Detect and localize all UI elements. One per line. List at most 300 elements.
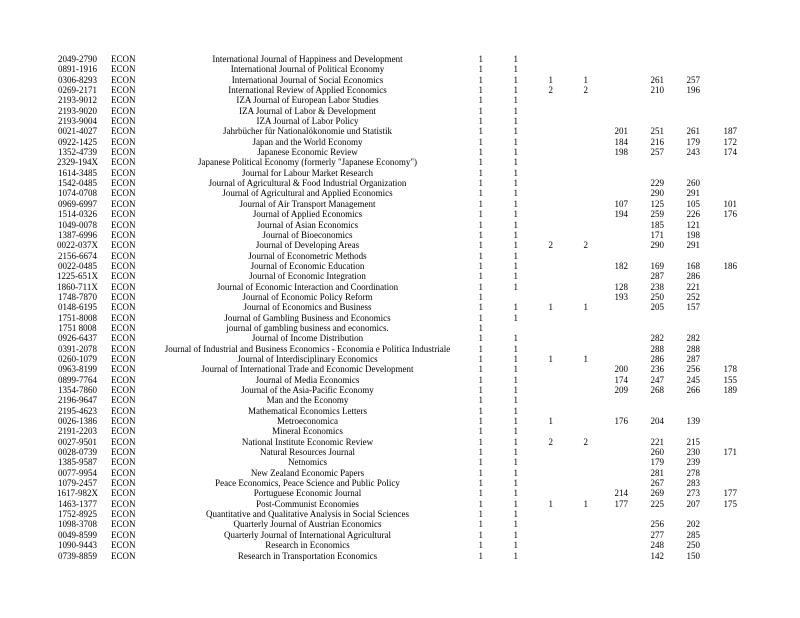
table-row (50, 416, 737, 426)
num-cell-5 (588, 406, 628, 416)
num-cell-8 (700, 509, 737, 519)
table-row (50, 323, 737, 333)
journal-name-cell: International Journal of Social Economics (231, 74, 384, 85)
num-cell-8 (700, 540, 737, 550)
num-cell-4 (553, 188, 588, 198)
num-cell-4 (553, 509, 588, 519)
num-cell-5: 184 (614, 136, 628, 147)
num-cell-6: 290 (650, 240, 664, 251)
issn-cell: 1752-8925 (58, 509, 97, 520)
num-cell-2: 1 (513, 529, 518, 540)
num-cell-2: 1 (513, 436, 518, 447)
num-cell-1: 1 (478, 447, 483, 458)
num-cell-7: 245 (686, 374, 700, 385)
num-cell-5 (588, 251, 628, 261)
num-cell-8: 171 (723, 447, 737, 458)
dept-cell: ECON (111, 198, 136, 209)
num-cell-1: 1 (478, 291, 483, 302)
num-cell-2: 1 (513, 488, 518, 499)
num-cell-1: 1 (478, 178, 483, 189)
num-cell-2: 1 (513, 85, 518, 96)
issn-cell: 0026-1386 (58, 416, 97, 427)
journal-name-cell: Natural Resources Journal (260, 447, 355, 458)
dept-cell: ECON (111, 550, 136, 561)
issn-cell: 0969-6997 (58, 198, 97, 209)
num-cell-7: 291 (686, 188, 700, 199)
dept-cell: ECON (111, 85, 136, 96)
num-cell-8 (700, 240, 737, 250)
num-cell-6: 261 (650, 74, 664, 85)
num-cell-8 (700, 271, 737, 281)
num-cell-2: 1 (513, 302, 518, 313)
num-cell-8 (700, 437, 737, 447)
num-cell-7 (664, 106, 700, 116)
num-cell-2: 1 (513, 198, 518, 209)
num-cell-7: 256 (686, 364, 700, 375)
num-cell-8: 177 (723, 488, 737, 499)
dept-cell: ECON (111, 240, 136, 251)
num-cell-2: 1 (513, 395, 518, 406)
num-cell-5 (588, 75, 628, 85)
num-cell-3 (518, 457, 553, 467)
dept-cell: ECON (111, 478, 136, 489)
table-row (50, 530, 737, 540)
num-cell-6 (628, 106, 664, 116)
num-cell-8 (700, 157, 737, 167)
dept-cell: ECON (111, 312, 136, 323)
dept-cell: ECON (111, 147, 136, 158)
num-cell-1: 1 (478, 374, 483, 385)
num-cell-8 (700, 426, 737, 436)
num-cell-8: 186 (723, 260, 737, 271)
num-cell-7: 150 (686, 550, 700, 561)
num-cell-4: 1 (583, 353, 588, 364)
dept-cell: ECON (111, 540, 136, 551)
dept-cell: ECON (111, 488, 136, 499)
num-cell-3 (518, 230, 553, 240)
num-cell-5 (588, 168, 628, 178)
num-cell-8 (700, 468, 737, 478)
num-cell-4 (553, 178, 588, 188)
num-cell-5 (588, 354, 628, 364)
num-cell-3: 1 (548, 498, 553, 509)
num-cell-5 (588, 106, 628, 116)
table-row (50, 75, 737, 85)
table-row (50, 292, 737, 302)
num-cell-2: 1 (513, 105, 518, 116)
num-cell-4 (553, 261, 588, 271)
journal-name-cell: Journal of Agricultural and Applied Economics (222, 188, 393, 199)
num-cell-5: 200 (614, 364, 628, 375)
num-cell-4 (553, 95, 588, 105)
table-row (50, 85, 737, 95)
num-cell-3 (518, 540, 553, 550)
num-cell-4 (553, 106, 588, 116)
num-cell-4 (553, 530, 588, 540)
num-cell-5 (588, 157, 628, 167)
journal-name-cell: Journal of Econometric Methods (248, 250, 367, 261)
num-cell-1: 1 (478, 436, 483, 447)
num-cell-6: 125 (650, 198, 664, 209)
num-cell-1: 1 (478, 188, 483, 199)
num-cell-2: 1 (513, 126, 518, 137)
table-row (50, 64, 737, 74)
num-cell-8 (700, 251, 737, 261)
num-cell-5: 107 (614, 198, 628, 209)
num-cell-6: 281 (650, 467, 664, 478)
num-cell-7: 105 (686, 198, 700, 209)
num-cell-3 (518, 478, 553, 488)
num-cell-8 (700, 64, 737, 74)
num-cell-3 (518, 54, 553, 64)
issn-cell: 1751-8008 (58, 312, 97, 323)
num-cell-3 (518, 147, 553, 157)
num-cell-5 (588, 540, 628, 550)
num-cell-6: 256 (650, 519, 664, 530)
num-cell-4 (553, 220, 588, 230)
num-cell-8 (700, 178, 737, 188)
journal-name-cell: IZA Journal of European Labor Studies (236, 95, 379, 106)
num-cell-6: 236 (650, 364, 664, 375)
issn-cell: 0926-6437 (58, 333, 97, 344)
issn-cell: 0891-1916 (58, 64, 97, 75)
num-cell-7: 139 (686, 416, 700, 427)
num-cell-4 (553, 426, 588, 436)
num-cell-8 (700, 333, 737, 343)
issn-cell: 1514-0326 (58, 209, 97, 220)
journal-name-cell: International Review of Applied Economics (228, 85, 387, 96)
issn-cell: 1387-6996 (58, 229, 97, 240)
table-row (50, 302, 737, 312)
num-cell-4 (553, 395, 588, 405)
num-cell-7 (664, 54, 700, 64)
dept-cell: ECON (111, 291, 136, 302)
num-cell-7: 273 (686, 488, 700, 499)
num-cell-2: 1 (513, 64, 518, 75)
num-cell-5: 209 (614, 385, 628, 395)
table-row (50, 209, 737, 219)
num-cell-4 (553, 385, 588, 395)
num-cell-1: 1 (478, 260, 483, 271)
dept-cell: ECON (111, 229, 136, 240)
num-cell-6: 216 (650, 136, 664, 147)
num-cell-8 (700, 95, 737, 105)
num-cell-3 (518, 282, 553, 292)
dept-cell: ECON (111, 447, 136, 458)
num-cell-7: 286 (686, 271, 700, 282)
num-cell-4: 2 (583, 85, 588, 96)
num-cell-2: 1 (513, 188, 518, 199)
num-cell-3 (518, 188, 553, 198)
table-row (50, 168, 737, 178)
num-cell-6: 179 (650, 457, 664, 468)
num-cell-4 (553, 64, 588, 74)
issn-cell: 0022-0485 (58, 260, 97, 271)
journal-name-cell: Journal of Bioeconomics (262, 229, 353, 240)
num-cell-3 (518, 426, 553, 436)
num-cell-1: 1 (478, 116, 483, 127)
dept-cell: ECON (111, 416, 136, 427)
num-cell-4 (553, 333, 588, 343)
num-cell-3 (518, 106, 553, 116)
num-cell-3: 1 (548, 302, 553, 313)
num-cell-7: 282 (686, 333, 700, 344)
table-row (50, 313, 737, 323)
num-cell-8 (700, 54, 737, 64)
num-cell-8 (700, 282, 737, 292)
dept-cell: ECON (111, 343, 136, 354)
num-cell-7: 278 (686, 467, 700, 478)
num-cell-8: 176 (723, 209, 737, 220)
num-cell-2: 1 (513, 550, 518, 561)
table-row (50, 488, 737, 498)
num-cell-6 (628, 406, 664, 416)
num-cell-6: 221 (650, 436, 664, 447)
num-cell-8 (700, 220, 737, 230)
num-cell-3 (518, 261, 553, 271)
num-cell-7: 288 (686, 343, 700, 354)
num-cell-3: 1 (548, 74, 553, 85)
num-cell-6: 257 (650, 147, 664, 158)
dept-cell: ECON (111, 136, 136, 147)
num-cell-7: 198 (686, 229, 700, 240)
num-cell-2: 1 (513, 364, 518, 375)
num-cell-4: 1 (583, 74, 588, 85)
num-cell-4 (553, 468, 588, 478)
num-cell-2: 1 (513, 333, 518, 344)
num-cell-3 (518, 64, 553, 74)
num-cell-8 (700, 344, 737, 354)
num-cell-6: 204 (650, 416, 664, 427)
num-cell-3 (518, 137, 553, 147)
dept-cell: ECON (111, 178, 136, 189)
num-cell-6: 185 (650, 219, 664, 230)
num-cell-7: 221 (686, 281, 700, 292)
table-row (50, 188, 737, 198)
table-row (50, 540, 737, 550)
num-cell-1: 1 (478, 498, 483, 509)
num-cell-6: 259 (650, 209, 664, 220)
num-cell-3: 2 (548, 240, 553, 251)
num-cell-3 (518, 220, 553, 230)
table-row (50, 199, 737, 209)
num-cell-1: 1 (478, 229, 483, 240)
issn-cell: 0049-8599 (58, 529, 97, 540)
num-cell-8 (700, 530, 737, 540)
num-cell-6: 229 (650, 178, 664, 189)
num-cell-6: 248 (650, 540, 664, 551)
num-cell-3 (518, 406, 553, 416)
num-cell-1: 1 (478, 550, 483, 561)
journal-name-cell: journal of gambling business and economics. (226, 322, 389, 333)
num-cell-6: 169 (650, 260, 664, 271)
table-row (50, 271, 737, 281)
num-cell-5 (588, 344, 628, 354)
dept-cell: ECON (111, 457, 136, 468)
num-cell-1: 1 (478, 250, 483, 261)
issn-cell: 2193-9020 (58, 105, 97, 116)
num-cell-8: 189 (723, 385, 737, 395)
num-cell-5 (588, 509, 628, 519)
dept-cell: ECON (111, 436, 136, 447)
dept-cell: ECON (111, 333, 136, 344)
num-cell-4: 1 (583, 498, 588, 509)
table-row (50, 220, 737, 230)
num-cell-6 (628, 323, 664, 333)
issn-cell: 1542-0485 (58, 178, 97, 189)
num-cell-3 (518, 375, 553, 385)
num-cell-5: 214 (614, 488, 628, 499)
issn-cell: 2329-194X (57, 157, 98, 168)
issn-cell: 1079-2457 (58, 478, 97, 489)
num-cell-8: 187 (723, 126, 737, 137)
num-cell-7: 257 (686, 74, 700, 85)
num-cell-1: 1 (478, 302, 483, 313)
num-cell-1: 1 (478, 509, 483, 520)
table-row (50, 364, 737, 374)
num-cell-1: 1 (478, 95, 483, 106)
dept-cell: ECON (111, 519, 136, 530)
num-cell-8 (700, 406, 737, 416)
num-cell-5: 201 (614, 126, 628, 137)
issn-cell: 2196-9647 (58, 395, 97, 406)
num-cell-4 (553, 292, 588, 302)
journal-name-cell: Journal of Economic Policy Reform (242, 291, 373, 302)
num-cell-8 (700, 323, 737, 333)
journal-name-cell: Journal for Labour Market Research (242, 167, 373, 178)
num-cell-1: 1 (478, 85, 483, 96)
issn-cell: 1751 8008 (58, 322, 97, 333)
journal-name-cell: Journal of Economics and Business (243, 302, 372, 313)
num-cell-6 (628, 395, 664, 405)
table-row (50, 54, 737, 64)
journal-name-cell: Metroeconomica (277, 416, 338, 427)
issn-cell: 2193-9004 (58, 116, 97, 127)
num-cell-2: 1 (513, 178, 518, 189)
num-cell-6 (628, 157, 664, 167)
num-cell-5 (588, 333, 628, 343)
num-cell-1: 1 (478, 312, 483, 323)
num-cell-4 (553, 488, 588, 498)
num-cell-1: 1 (478, 105, 483, 116)
table-row (50, 230, 737, 240)
num-cell-8: 178 (723, 364, 737, 375)
journal-name-cell: Journal of Developing Areas (255, 240, 360, 251)
num-cell-7: 168 (686, 260, 700, 271)
num-cell-1: 1 (478, 136, 483, 147)
issn-cell: 0306-8293 (58, 74, 97, 85)
num-cell-1: 1 (478, 343, 483, 354)
num-cell-4: 2 (583, 436, 588, 447)
num-cell-7 (664, 251, 700, 261)
journal-name-cell: Post-Communist Economies (256, 498, 359, 509)
num-cell-5 (588, 54, 628, 64)
num-cell-1: 1 (478, 395, 483, 406)
dept-cell: ECON (111, 426, 136, 437)
num-cell-6 (628, 95, 664, 105)
num-cell-7: 202 (686, 519, 700, 530)
issn-cell: 0022-037X (57, 240, 98, 251)
journal-name-cell: Journal of the Asia-Pacific Economy (241, 385, 374, 395)
issn-cell: 2049-2790 (58, 54, 97, 64)
num-cell-6: 267 (650, 478, 664, 489)
num-cell-3 (518, 116, 553, 126)
table-row (50, 375, 737, 385)
journal-name-cell: IZA Journal of Labor Policy (256, 116, 359, 127)
journal-name-cell: Research in Economics (265, 540, 350, 551)
num-cell-2: 1 (513, 509, 518, 520)
dept-cell: ECON (111, 260, 136, 271)
num-cell-8 (700, 302, 737, 312)
journal-name-cell: National Institute Economic Review (241, 436, 374, 447)
num-cell-4 (553, 364, 588, 374)
num-cell-6: 290 (650, 188, 664, 199)
num-cell-1: 1 (478, 426, 483, 437)
num-cell-3 (518, 385, 553, 395)
num-cell-4 (553, 282, 588, 292)
num-cell-7 (664, 406, 700, 416)
num-cell-1: 1 (478, 540, 483, 551)
num-cell-5 (588, 313, 628, 323)
table-row (50, 261, 737, 271)
num-cell-3: 2 (548, 436, 553, 447)
num-cell-7 (664, 168, 700, 178)
num-cell-3 (518, 323, 553, 333)
num-cell-6: 205 (650, 302, 664, 313)
num-cell-8: 172 (723, 136, 737, 147)
num-cell-5 (588, 437, 628, 447)
num-cell-3 (518, 313, 553, 323)
num-cell-7: 121 (686, 219, 700, 230)
num-cell-8: 175 (723, 498, 737, 509)
journal-name-cell: Netnomics (288, 457, 327, 468)
num-cell-1: 1 (478, 457, 483, 468)
num-cell-8 (700, 354, 737, 364)
num-cell-3 (518, 395, 553, 405)
num-cell-7 (664, 509, 700, 519)
num-cell-5 (588, 302, 628, 312)
num-cell-7: 287 (686, 353, 700, 364)
num-cell-2: 1 (513, 457, 518, 468)
issn-cell: 1385-9587 (58, 457, 97, 468)
dept-cell: ECON (111, 353, 136, 364)
num-cell-1: 1 (478, 271, 483, 282)
num-cell-5 (588, 178, 628, 188)
num-cell-2: 1 (513, 136, 518, 147)
journal-name-cell: Mathematical Economics Letters (248, 405, 367, 416)
num-cell-3 (518, 519, 553, 529)
issn-cell: 0028-0739 (58, 447, 97, 458)
num-cell-4 (553, 540, 588, 550)
num-cell-2: 1 (513, 478, 518, 489)
issn-cell: 0391-2078 (58, 343, 97, 354)
num-cell-2: 1 (513, 116, 518, 127)
num-cell-1: 1 (478, 364, 483, 375)
table-row (50, 468, 737, 478)
journal-name-cell: Japanese Economic Review (257, 147, 358, 158)
num-cell-2 (483, 323, 518, 333)
num-cell-5: 182 (614, 260, 628, 271)
num-cell-7 (664, 64, 700, 74)
num-cell-2: 1 (513, 540, 518, 551)
issn-cell: 1354-7860 (58, 385, 97, 395)
num-cell-2: 1 (513, 74, 518, 85)
dept-cell: ECON (111, 157, 136, 168)
num-cell-4 (553, 457, 588, 467)
num-cell-5 (588, 230, 628, 240)
table-row (50, 519, 737, 529)
num-cell-1: 1 (478, 385, 483, 395)
